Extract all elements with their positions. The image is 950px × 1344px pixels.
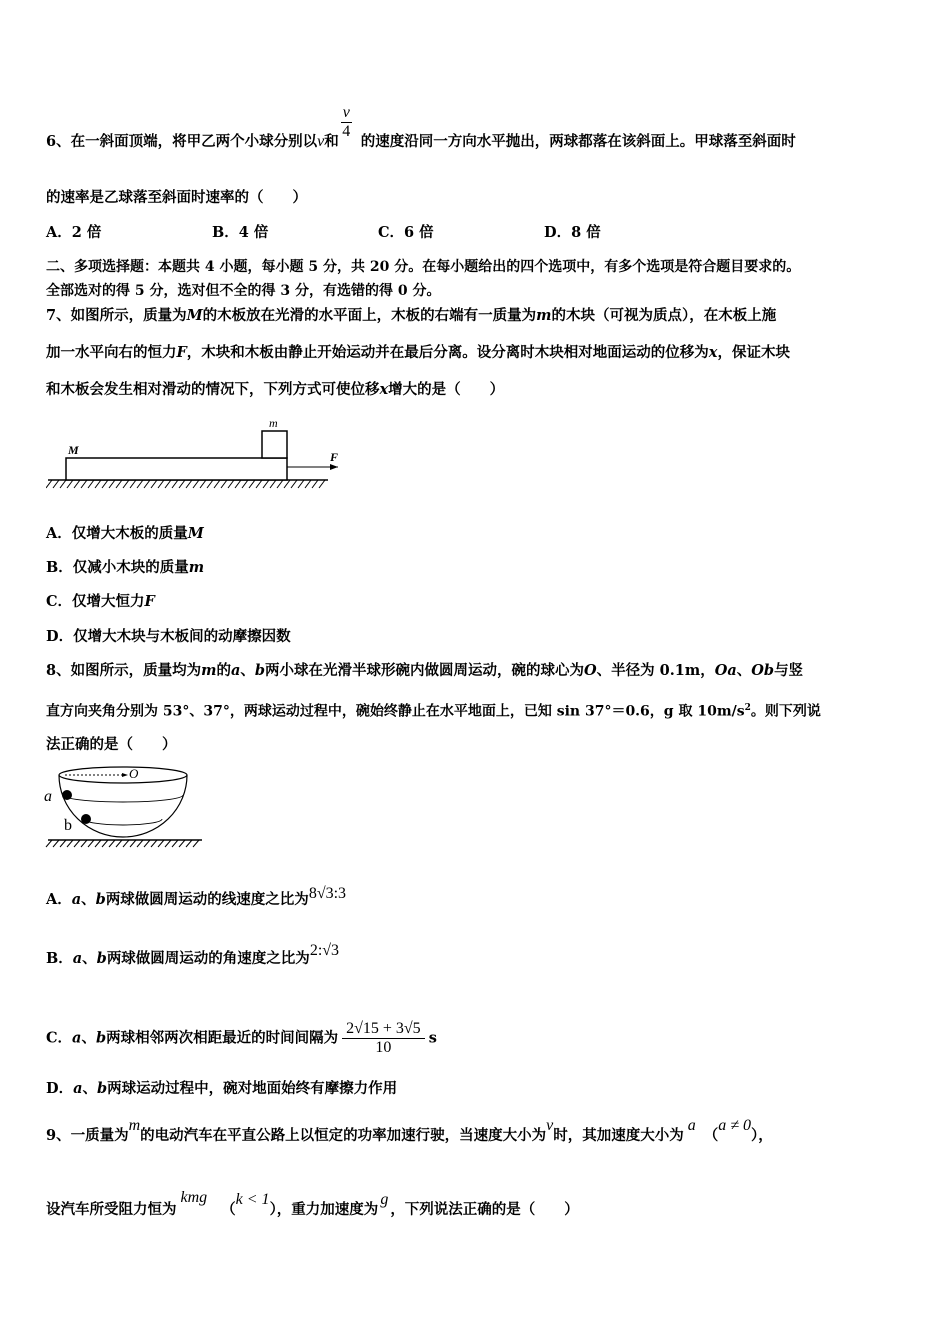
q8-line3: 法正确的是（ ） xyxy=(46,736,177,753)
q7-line1: 7、如图所示，质量为M的木板放在光滑的水平面上，木板的右端有一质量为m的木块（可视为质点），在木板上施 xyxy=(46,307,777,324)
q6-option-a[interactable]: A．2 倍 xyxy=(46,224,102,241)
hatch-mark xyxy=(53,840,59,847)
hatch-mark xyxy=(319,480,325,488)
hatch-mark xyxy=(137,480,143,488)
hatch-mark xyxy=(102,840,108,847)
q7-option-d[interactable]: D．仅增大木块与木板间的动摩擦因数 xyxy=(46,628,291,645)
hatch-mark xyxy=(81,840,87,847)
hatch-mark xyxy=(165,480,171,488)
hatch-mark xyxy=(67,840,73,847)
hatch-mark xyxy=(60,840,66,847)
radius-arrowhead xyxy=(122,773,128,777)
hatch-mark xyxy=(242,480,248,488)
q6-option-b[interactable]: B．4 倍 xyxy=(212,224,269,241)
label-m: m xyxy=(269,416,278,430)
label-O: O xyxy=(129,766,139,781)
label-b: b xyxy=(64,817,72,834)
hatch-mark xyxy=(60,480,66,488)
hatch-mark xyxy=(46,480,52,488)
q8-option-c[interactable]: C．a、b两球相邻两次相距最近的时间间隔为 $\frac{2√15 + 3√5}{10}$ s xyxy=(46,1020,437,1056)
q6-options xyxy=(46,223,601,243)
q7-option-a[interactable]: A．仅增大木板的质量M xyxy=(46,525,204,542)
q8-figure-bowl xyxy=(40,762,215,852)
orbit-a xyxy=(63,795,183,802)
hatch-mark xyxy=(95,840,101,847)
hatch-mark xyxy=(81,480,87,488)
hatch-mark xyxy=(256,480,262,488)
hatch-mark xyxy=(151,480,157,488)
hatch-mark xyxy=(193,480,199,488)
hatch-mark xyxy=(291,480,297,488)
hatch-mark xyxy=(221,480,227,488)
hatch-mark xyxy=(158,840,164,847)
label-F: F xyxy=(330,450,339,464)
hatch-mark xyxy=(151,840,157,847)
hatch-mark xyxy=(207,480,213,488)
q7-figure-board-block xyxy=(46,414,346,494)
hatch-mark xyxy=(116,480,122,488)
q8-option-d[interactable]: D．a、b两球运动过程中，碗对地面始终有摩擦力作用 xyxy=(46,1080,398,1097)
hatch-mark xyxy=(158,480,164,488)
q8-line1: 8、如图所示，质量均为m的a、b两小球在光滑半球形碗内做圆周运动，碗的球心为O、半径为 0.1m，Oa、Ob与竖 xyxy=(46,662,804,679)
hatch-mark xyxy=(109,840,115,847)
q8-option-a[interactable]: A．a、b两球做圆周运动的线速度之比为8√3:3 xyxy=(46,885,347,908)
force-arrowhead xyxy=(330,464,338,470)
q7-option-c[interactable]: C．仅增大恒力F xyxy=(46,593,155,610)
hatch-mark xyxy=(144,840,150,847)
board-M xyxy=(66,458,287,480)
hatch-mark xyxy=(298,480,304,488)
section2-line2: 全部选对的得 5 分，选对但不全的得 3 分，有选错的得 0 分。 xyxy=(46,283,441,299)
hatch-mark xyxy=(109,480,115,488)
hatch-mark xyxy=(186,480,192,488)
ground-hatching xyxy=(46,480,328,488)
block-m xyxy=(262,431,287,458)
hatch-mark xyxy=(144,480,150,488)
hatch-mark xyxy=(95,480,101,488)
time-fraction: $\frac{2√15 + 3√5}{10}$ xyxy=(342,1020,425,1057)
hatch-mark xyxy=(263,480,269,488)
hatch-mark xyxy=(137,840,143,847)
hatch-mark xyxy=(67,480,73,488)
orbit-b xyxy=(84,819,162,825)
hatch-mark xyxy=(53,480,59,488)
var-v: v xyxy=(317,133,325,150)
hatch-mark xyxy=(214,480,220,488)
hatch-mark xyxy=(200,480,206,488)
ratio-8sqrt3-3: 8√3:3 xyxy=(308,885,347,902)
hatch-mark xyxy=(249,480,255,488)
hatch-mark xyxy=(277,480,283,488)
hatch-mark xyxy=(116,840,122,847)
q7-option-b[interactable]: B．仅减小木块的质量m xyxy=(46,559,205,576)
hatch-mark xyxy=(312,480,318,488)
hatch-mark xyxy=(186,840,192,847)
label-M: M xyxy=(68,443,79,457)
hatch-mark xyxy=(305,480,311,488)
hatch-mark xyxy=(165,840,171,847)
bowl-body xyxy=(59,775,187,837)
ratio-2-sqrt3: 2:√3 xyxy=(309,942,340,959)
hatch-mark xyxy=(130,840,136,847)
label-a: a xyxy=(44,788,52,805)
hatch-mark xyxy=(284,480,290,488)
hatch-mark xyxy=(172,480,178,488)
hatch-mark xyxy=(130,480,136,488)
hatch-mark xyxy=(193,840,199,847)
q6-line1: 6、在一斜面顶端，将甲乙两个小球分别以v和 $\frac{v}{4}$ 的速度沿同一方向水平抛出，两球都落在该斜面上。甲球落至斜面时 xyxy=(46,104,796,150)
hatch-mark xyxy=(235,480,241,488)
q6-option-c[interactable]: C．6 倍 xyxy=(378,224,434,241)
hatch-mark xyxy=(179,480,185,488)
hatch-mark xyxy=(179,840,185,847)
hatch-mark xyxy=(228,480,234,488)
q7-line2: 加一水平向右的恒力F，木块和木板由静止开始运动并在最后分离。设分离时木块相对地面运动的位移为x，保证木块 xyxy=(46,344,790,361)
hatch-mark xyxy=(88,480,94,488)
hatch-mark xyxy=(172,840,178,847)
q8-option-b[interactable]: B．a、b两球做圆周运动的角速度之比为2:√3 xyxy=(46,942,340,967)
hatch-mark xyxy=(270,480,276,488)
hatch-mark xyxy=(123,480,129,488)
hatch-mark xyxy=(102,480,108,488)
hatch-mark xyxy=(74,840,80,847)
hatch-mark xyxy=(74,480,80,488)
q6-option-d[interactable]: D．8 倍 xyxy=(544,224,601,241)
hatch-mark xyxy=(123,840,129,847)
q6-line2: 的速率是乙球落至斜面时速率的（ ） xyxy=(46,189,307,206)
ball-a xyxy=(62,790,72,800)
q9-line1: 9、一质量为m的电动汽车在平直公路上以恒定的功率加速行驶，当速度大小为v时，其加速度大小为a（a ≠ 0）， xyxy=(46,1117,773,1144)
fraction-v-over-4: $\frac{v}{4}$ xyxy=(342,104,351,140)
hatch-mark xyxy=(88,840,94,847)
section2-line1: 二、多项选择题：本题共 4 小题，每小题 5 分，共 20 分。在每小题给出的四个选项中，有多个选项是符合题目要求的。 xyxy=(46,259,801,275)
q7-line3: 和木板会发生相对滑动的情况下，下列方式可使位移x增大的是（ ） xyxy=(46,381,505,398)
ball-b xyxy=(81,814,91,824)
q8-line2: 直方向夹角分别为 53°、37°，两球运动过程中，碗始终静止在水平地面上，已知 sin 37°＝0.6，g 取 $10m/s^2$。则下列说 xyxy=(46,703,821,720)
hatch-mark xyxy=(46,840,52,847)
q9-line2: 设汽车所受阻力恒为kmg（k < 1），重力加速度为g，下列说法正确的是（ ） xyxy=(46,1189,579,1218)
